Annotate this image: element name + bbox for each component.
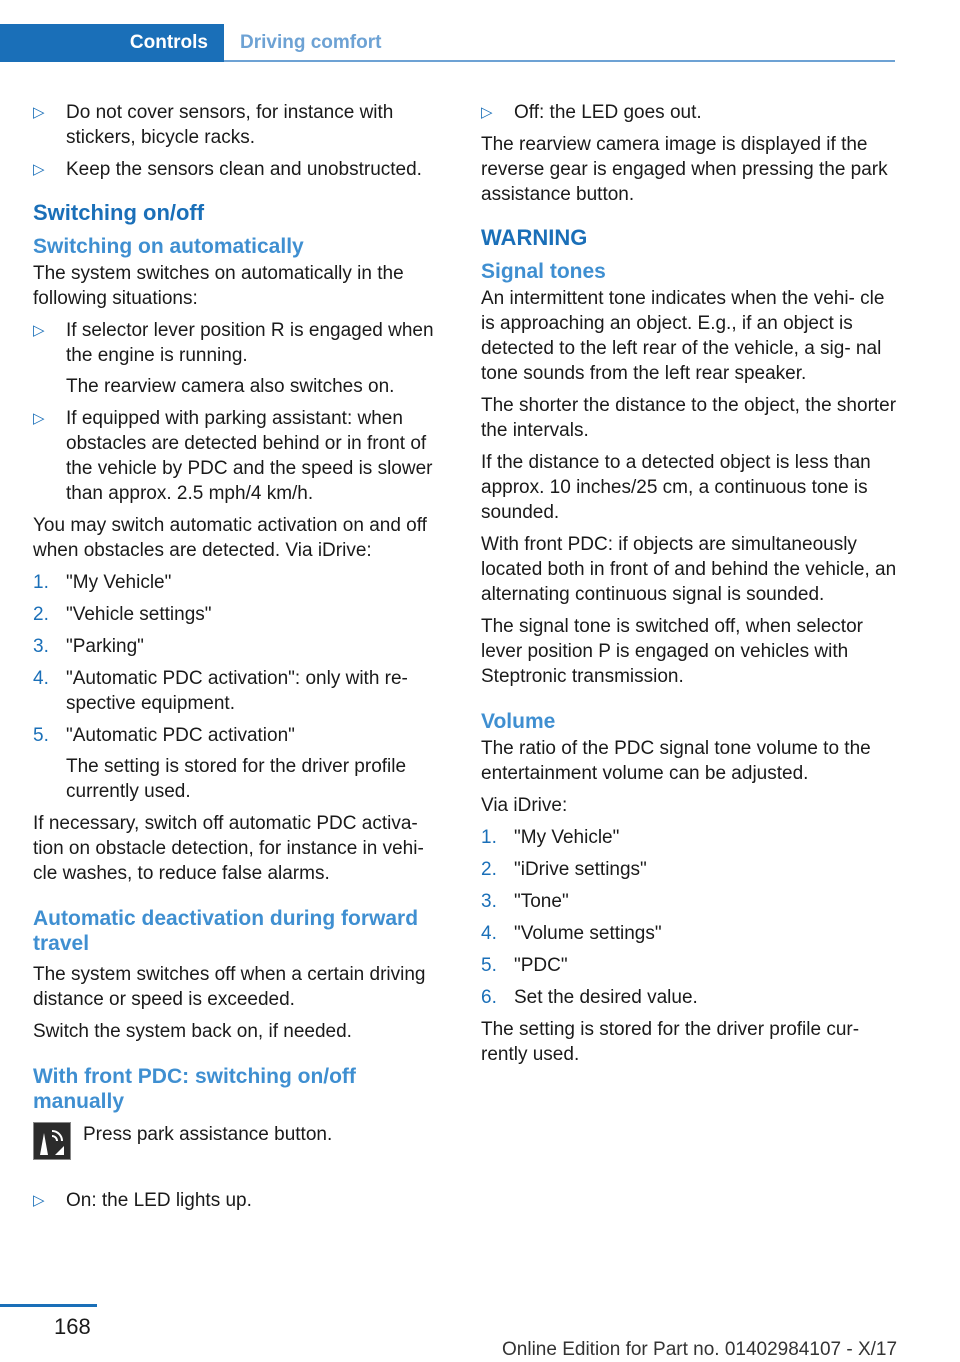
step-text: "iDrive settings" xyxy=(514,859,647,880)
left-column xyxy=(33,100,451,1220)
heading-warning: WARNING xyxy=(481,225,588,250)
paragraph: You may switch automatic activation on and off when obstacles are detected. Via iDrive: xyxy=(33,515,427,561)
step-text: "PDC" xyxy=(514,955,568,976)
footer-rule xyxy=(0,1304,97,1307)
sensor-care-list xyxy=(33,100,451,182)
step-text: Set the desired value. xyxy=(514,987,698,1008)
paragraph: The ratio of the PDC signal tone volume to the entertainment volume can be adjusted. xyxy=(481,738,871,784)
list-item xyxy=(33,157,451,182)
paragraph: If the distance to a detected object is less than approx. 10 inches/25 cm, a continuous tone is sounded. xyxy=(481,452,871,523)
list-item-text: If selector lever position R is engaged when the engine is running. xyxy=(66,320,434,366)
step-number: 3. xyxy=(33,636,49,657)
step-text: "Parking" xyxy=(66,636,144,657)
step-number: 6. xyxy=(481,987,497,1008)
list-item xyxy=(481,100,899,125)
step-item xyxy=(481,985,899,1010)
park-button-instruction xyxy=(33,1122,451,1174)
idrive-steps-list xyxy=(33,570,451,804)
heading-automatic-deactivation: Automatic deactivation during forward travel xyxy=(33,907,419,955)
list-item xyxy=(33,1188,451,1213)
paragraph: The shorter the distance to the object, the shorter the intervals. xyxy=(481,395,897,441)
step-number: 1. xyxy=(33,572,49,593)
paragraph: If necessary, switch off automatic PDC activa‐ tion on obstacle detection, for instance in vehi‐ cle washes, to reduce false alarms. xyxy=(33,813,424,884)
paragraph: The system switches on automatically in the following situations: xyxy=(33,263,404,309)
step-number: 1. xyxy=(481,827,497,848)
park-assist-button-icon xyxy=(33,1122,71,1160)
step-number: 4. xyxy=(481,923,497,944)
heading-front-pdc-manual: With front PDC: switching on/off manually xyxy=(33,1065,356,1113)
paragraph: The setting is stored for the driver profile cur‐ rently used. xyxy=(481,1019,860,1065)
header-rule xyxy=(224,60,895,62)
heading-switching-on-off: Switching on/off xyxy=(33,200,205,225)
heading-signal-tones: Signal tones xyxy=(481,260,606,283)
auto-situations-list xyxy=(33,318,451,506)
step-item xyxy=(33,634,451,659)
paragraph: An intermittent tone indicates when the vehi‐ cle is approaching an object. E.g., if an object is detected to the left rear of the vehicle, a sig‐ nal tone sounds from the left rear speaker. xyxy=(481,288,885,384)
section-tab-driving-comfort: Driving comfort xyxy=(240,32,382,53)
step-text: "Volume settings" xyxy=(514,923,662,944)
section-tab-controls: Controls xyxy=(0,24,224,62)
step-item xyxy=(33,602,451,627)
paragraph: Switch the system back on, if needed. xyxy=(33,1021,352,1042)
step-number: 5. xyxy=(33,725,49,746)
step-item xyxy=(33,723,451,804)
list-item-text: Keep the sensors clean and unobstructed. xyxy=(66,159,422,180)
step-number: 2. xyxy=(481,859,497,880)
step-text: "My Vehicle" xyxy=(514,827,620,848)
paragraph: The rearview camera image is displayed if the reverse gear is engaged when pressing the park assistance button. xyxy=(481,134,888,205)
list-item-text: If equipped with parking assistant: when obstacles are detected behind or in front of the vehicle by PDC and the speed is slower than approx. 2.5 mph/4 km/h. xyxy=(66,408,433,504)
step-note: The setting is stored for the driver profile currently used. xyxy=(66,756,407,802)
step-item xyxy=(481,825,899,850)
page-number: 168 xyxy=(54,1314,91,1339)
press-instruction-text: Press park assistance button. xyxy=(83,1124,333,1145)
list-item xyxy=(33,406,451,506)
step-item xyxy=(481,921,899,946)
step-number: 4. xyxy=(33,668,49,689)
paragraph: Via iDrive: xyxy=(481,795,568,816)
list-item-text: Off: the LED goes out. xyxy=(514,102,702,123)
list-item-text: Do not cover sensors, for instance with stickers, bicycle racks. xyxy=(66,102,394,148)
step-number: 5. xyxy=(481,955,497,976)
paragraph: With front PDC: if objects are simultaneously located both in front of and behind the vehicle, an alternating continuous signal is sounded. xyxy=(481,534,897,605)
list-item xyxy=(33,318,451,399)
volume-steps-list xyxy=(481,825,899,1010)
step-text: "Tone" xyxy=(514,891,569,912)
list-item-note: The rearview camera also switches on. xyxy=(66,376,395,397)
heading-volume: Volume xyxy=(481,710,556,733)
led-state-list-continued xyxy=(481,100,899,125)
step-text: "My Vehicle" xyxy=(66,572,172,593)
step-text: "Automatic PDC activation" xyxy=(66,725,295,746)
right-column xyxy=(481,100,899,1074)
step-item xyxy=(33,570,451,595)
edition-note: Online Edition for Part no. 01402984107 - X/17 xyxy=(502,1339,898,1360)
paragraph: The signal tone is switched off, when selector lever position P is engaged on vehicles with Steptronic transmission. xyxy=(481,616,863,687)
heading-switching-on-automatically: Switching on automatically xyxy=(33,235,304,258)
list-item xyxy=(33,100,451,150)
step-item xyxy=(481,857,899,882)
page-header xyxy=(0,24,895,62)
paragraph: The system switches off when a certain driving distance or speed is exceeded. xyxy=(33,964,426,1010)
step-item xyxy=(481,953,899,978)
list-item-text: On: the LED lights up. xyxy=(66,1190,252,1211)
step-text: "Vehicle settings" xyxy=(66,604,212,625)
step-item xyxy=(481,889,899,914)
step-number: 3. xyxy=(481,891,497,912)
step-number: 2. xyxy=(33,604,49,625)
step-item xyxy=(33,666,451,716)
led-state-list xyxy=(33,1188,451,1213)
step-text: "Automatic PDC activation": only with re‐ spective equipment. xyxy=(66,668,408,714)
